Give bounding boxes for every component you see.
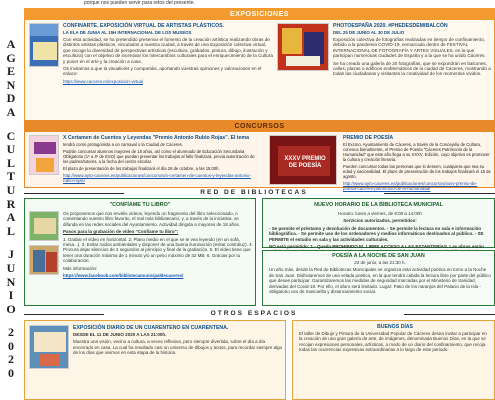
confinarte-poster-image: [29, 23, 59, 67]
poesia-link[interactable]: http://www.ayto-caceres.es/publicaciones/concursos/xxxv-premio-de-poesia-caceres-patrimonio-de-la-humanidad/: [343, 181, 478, 191]
cuentos-leyendas-poster-image: [29, 135, 59, 175]
title-letter: E: [6, 64, 15, 79]
cuentos-text: [63, 135, 259, 187]
title-letter: D: [6, 91, 16, 106]
cuentos-title: X Certamen de Cuentos y Leyendas "Premio Antonio Rubio Rojas". El tema: [63, 135, 250, 141]
confiame-link[interactable]: https://www.facebook.com/bibliotecamunicipaldecaceres/: [63, 273, 184, 279]
buenos-dias-paragraph: El taller de Dibujo y Pintura de la Universidad Popular de Cáceres desea invitar a participar en la creación de una gran galería de arte, de imágenes, denominada Buenos Días, en la que se recojan expresiones personales, artísticas, a modo de un diario del confinamiento, que recoja todas las ocurrencias expresivas extraordinarias a lo largo de este periodo.: [299, 331, 487, 353]
title-letter: O: [6, 301, 16, 316]
divider-left: [24, 193, 124, 194]
poesia-text: [343, 135, 491, 191]
vertical-title: [0, 0, 22, 400]
title-letter: I: [8, 288, 14, 303]
title-letter: A: [6, 210, 16, 225]
confiame-more-info: Más información:: [63, 265, 98, 271]
title-letter: T: [6, 169, 15, 184]
photoespana-poster-image: [277, 23, 329, 71]
title-letter: J: [8, 247, 14, 262]
confiame-text: [63, 211, 253, 305]
buenos-dias-box: [292, 320, 495, 400]
diario-subtitle: DESDE EL 11 DE JUNIO 2020 A LAS 21:00h.: [73, 332, 167, 337]
title-letter: 0: [8, 366, 14, 381]
noche-title: POESÍA A LA NOCHE DE SAN JUAN: [332, 253, 425, 259]
confiame-steps-title: Pasos para la grabación de vídeo "Confíame tu libro":: [63, 229, 179, 235]
confinarte-paragraph-1: Con esta actividad, se ha pretendido preservar el fomento de la creación artística realizando obras de distintos artistas plásticos, vinculados a nuestra ciudad, a través de una Exposición colectiva virtual, que recoge la diversidad de perspectivas artísticas (escultura, grabados, pintura, dibujo, ilustración y escultura) con el objetivo de incentivar los intercambios culturales para el enriquecimiento de la Cultura y poner en el arte y la creación a casa.: [63, 37, 273, 64]
confinarte-title: CONFINARTE. EXPOSICIÓN VIRTUAL DE ARTISTAS PLÁSTICOS.: [63, 23, 225, 29]
cuentos-paragraph-1: tendrá como protagonista a un carnaval o la Ciudad de Cáceres.: [63, 142, 183, 147]
confiame-title: "CONFÍAME TU LIBRO": [109, 202, 171, 208]
noche-text: [269, 260, 491, 306]
premio-poesia-poster-image: [269, 135, 337, 185]
photoespana-title: PHOTOESPAÑA 2020. #PHEDESDEMIBALCÓN: [333, 23, 448, 29]
title-letter: R: [6, 196, 16, 211]
poster-text: XXXV PREMIO DE POESÍA: [284, 156, 326, 169]
horario-services-title: Servicios autorizados, permitidos:: [343, 218, 417, 224]
diario-cuarenteno-image: [29, 325, 69, 369]
horario-note: NO está permitido: 1.- Queda PROHIBIDO EL LIBRE ACCESO A LAS ESTANTERÍAS. Las obras serán: [269, 244, 484, 250]
poesia-title: PREMIO DE POESÍA: [343, 135, 394, 141]
confinarte-subtitle: LA ELA DE JUNIA AL 15H INTERNACIONAL DE LOS MUSEOS: [63, 30, 192, 35]
confiame-paragraph-1: Os proponemos que nos enviéis vídeos, leyendo un fragmento del libro seleccionado, o comentando vuestro libro favorito, el mal más bibliotecario, y, a través de la iniciativa, se difunda en las redes sociales del Ayuntamiento. Actividad dirigida a mayores de 18 años.: [63, 211, 241, 227]
poesia-noche-san-juan-box: [262, 250, 495, 306]
nuevo-horario-box: [262, 198, 495, 248]
confinarte-link[interactable]: https://www.caceres.es/exposicion-virtual: [63, 78, 144, 84]
horario-services-list: - Se permite el préstamo y devolución de documentos. - Se permite la lectura en sala e información bibliográfica. - Se permite uso de los ordenadores y medios informáticos destinados al público. - SE PERMITE el estudio en sala y las actividades culturales.: [269, 225, 484, 242]
title-letter: U: [6, 142, 16, 157]
confiame-tu-libro-box: [24, 198, 256, 306]
poesia-paragraph-2: Pueden concursar todas las personas que lo deseen, cualquiera que sea su edad y nacionalidad. El plazo de presentación de los trabajos finalizará el 15 de agosto.: [343, 164, 491, 179]
top-text-fragment: porque nos pueden servir para retos del presente.: [84, 0, 195, 6]
title-letter: A: [6, 104, 16, 119]
horario-title: NUEVO HORARIO DE LA BIBLIOTECA MUNICIPAL: [314, 202, 443, 208]
diario-title: EXPOSICIÓN DIARIO DE UN CUARENTENO EN CUARENTENA.: [73, 325, 229, 331]
photoespana-paragraph-1: Exposición colectiva de fotografías realizadas en tiempo de confinamiento, debido a la pandemia COVID-19, enmarcada dentro de FESTIVAL INTERNACIONAL DE FOTOGRAFÍA Y ARTES VISUALES, en la que participan numerosas ciudades de España y a la que se ha unido Cáceres.: [333, 37, 486, 59]
diario-paragraph: Muestra una visión, vecino a cultura, a veces reflexiva, pero siempre divertida, sobre el día a día encerrado en casa. La cual ha resultado casi un universo de dibujos y textos, para recordar siempre algo de los días que vivimos en esta etapa de la historia.: [73, 339, 283, 356]
photoespana-subtitle: DEL 25 DE JUNIO AL 30 DE JULIO: [333, 30, 405, 35]
section-concursos-box: [24, 120, 495, 191]
title-letter: U: [6, 182, 16, 197]
divider-right: [384, 193, 495, 194]
agenda-document: [24, 0, 495, 400]
title-letter: A: [6, 37, 16, 51]
section-heading-otros-espacios: OTROS ESPACIOS: [210, 310, 298, 317]
horario-hours: Horario: lunes a viernes, de 9:00 a 14:00h: [338, 211, 422, 216]
divider-otros-left: [24, 314, 104, 315]
title-letter: 2: [8, 352, 14, 367]
buenos-dias-title: BUENOS DÍAS: [376, 324, 414, 330]
poesia-paragraph-1: El Excmo. Ayuntamiento de Cáceres, a través de la Concejalía de Cultura, convoca bienalmente, el Premio de Poesía "Cáceres Patrimonio de la Humanidad" que este año llega a su XXXV. Edición, cuyo objetivo es promover la cultura y creación literaria.: [343, 142, 490, 162]
title-letter: 0: [8, 338, 14, 353]
title-letter: L: [6, 223, 15, 238]
title-letter: N: [6, 77, 16, 92]
title-letter: N: [6, 274, 16, 289]
confiame-image-2: [29, 245, 59, 275]
title-letter: G: [6, 50, 16, 65]
section-heading-concursos: CONCURSOS: [25, 121, 494, 132]
noche-date: 23 de junio, a las 21:30 h.: [354, 260, 406, 265]
title-letter: C: [6, 128, 16, 143]
divider-otros-right: [404, 314, 495, 315]
title-letter: 2: [8, 325, 14, 340]
diario-cuarenteno-box: [24, 320, 286, 400]
title-letter: U: [6, 260, 16, 275]
confiame-steps: 1. Grabar el vídeo en horizontal. 2. Plano medio en el que se te vea leyendo (en un sofá, mesa...). 3. Evitar ruidos ambientales y disponer de una buena iluminación (evitar contraluz). 4. Procura dejar silencios de 2 segundos al principio y final de la grabación. 5. El vídeo tiene que tener una duración máxima de 1 minuto y/o un peso máximo de 32 MB. 6. Gracias por tu colaboración.: [63, 236, 253, 264]
title-letter: L: [6, 155, 15, 170]
diario-text: [73, 325, 283, 399]
cuentos-paragraph-3: El plazo de presentación de los trabajos finalizará el día 26 de octubre, a las 15:00h.: [63, 166, 220, 171]
section-heading-exposiciones: EXPOSICIONES: [25, 9, 494, 20]
cuentos-link[interactable]: http://www.ayto-caceres.es/publicaciones/concursos/x-certamen-de-cuentos-y-leyendas-antonio-rubio-rojas/: [63, 173, 251, 183]
buenos-dias-text: [299, 324, 491, 400]
horario-text: [269, 211, 491, 249]
section-heading-red-bibliotecas: RED DE BIBLIOTECAS: [200, 189, 308, 196]
confiame-image-1: [29, 211, 59, 241]
cuentos-paragraph-2: Podrán concursar alumnos mayores de 18 años, así como el alumnado de Educación Secundaria Obligatoria (1º a 4º de ESO) que puedan presentar los trabajos al fallo finalizará, previa autorización de los padres/tutores, a la fecha del centro escolar.: [63, 149, 255, 164]
noche-paragraph: Un año más, desde la Red de Bibliotecas Municipales se organiza esta actividad poética en torno a la Noche de San Juan. Disfrutaremos de una velada poética, en la que tendrá cabida la lectura libre por parte del público que desee participar. Garantizaremos las medidas de seguridad marcadas por el Ministerio de Sanidad, derivadas del Covid-19. Por ello, el aforo será limitado. Lugar: Patio de los naranjos del Palacio de la Isla - obligatorio uso de mascarilla y distanciamiento social.: [269, 267, 491, 295]
confinarte-paragraph-2: Os invitamos a que la visualicéis y compartáis, aportando vuestras opiniones y valoraciones en el enlace:: [63, 66, 262, 77]
photoespana-paragraph-2: Se ha creado una galería de 20 fotografías, que se expondrán en balcones, calles, plazas o edificios emblemáticos de la ciudad de Cáceres, mostrando a todas las ciudadanas y visitantes la creatividad de los momentos vividos.: [333, 60, 491, 77]
